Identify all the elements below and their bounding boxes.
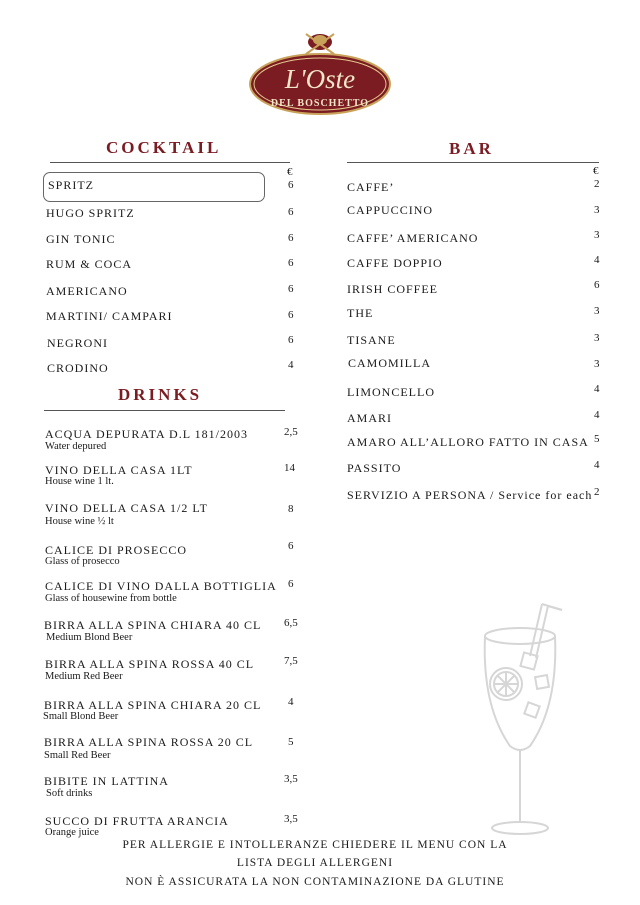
cocktail-price: 4 — [288, 359, 294, 371]
drink-price: 5 — [288, 736, 294, 748]
drink-price: 4 — [288, 696, 294, 708]
drink-item: BIRRA ALLA SPINA CHIARA 40 CL — [44, 618, 262, 632]
drink-item-english: Glass of prosecco — [45, 556, 120, 567]
drink-item: BIRRA ALLA SPINA ROSSA 20 CL — [44, 735, 254, 749]
drink-item-english: Water depured — [45, 441, 107, 452]
bar-item: CAFFE DOPPIO — [347, 256, 443, 270]
spritz-glass-illustration — [470, 596, 570, 846]
cocktail-item: MARTINI/ CAMPARI — [46, 309, 173, 323]
drink-item-english: Small Red Beer — [44, 750, 111, 761]
bar-price: 4 — [594, 409, 600, 421]
drink-price: 6,5 — [284, 617, 298, 629]
cocktail-item: AMERICANO — [46, 284, 128, 298]
cocktail-price: 6 — [288, 232, 294, 244]
drink-item-english: House wine 1 lt. — [45, 476, 114, 487]
cocktail-item: RUM & COCA — [46, 257, 133, 271]
bar-item: AMARI — [347, 411, 393, 425]
bar-price: 2 — [594, 486, 600, 498]
drink-price: 6 — [288, 540, 294, 552]
drink-item-english: House wine ½ lt — [45, 516, 114, 527]
bar-item: CAFFE’ — [347, 180, 395, 194]
bar-item: TISANE — [347, 333, 396, 347]
drink-item: BIBITE IN LATTINA — [44, 774, 169, 788]
cocktail-currency: € — [287, 166, 293, 178]
cocktail-price: 6 — [288, 179, 294, 191]
drink-item: ACQUA DEPURATA D.L 181/2003 — [45, 427, 248, 441]
bar-item: CAFFE’ AMERICANO — [347, 231, 479, 245]
cocktail-item: GIN TONIC — [46, 232, 116, 246]
drink-item-english: Soft drinks — [46, 788, 93, 799]
logo-subtitle: DEL BOSCHETTO — [270, 98, 370, 109]
drink-price: 8 — [288, 503, 294, 515]
bar-item: CAPPUCCINO — [347, 203, 434, 217]
drink-item: VINO DELLA CASA 1LT — [45, 463, 193, 477]
drink-item: CALICE DI VINO DALLA BOTTIGLIA — [45, 579, 277, 593]
cocktail-price: 6 — [288, 257, 294, 269]
drink-price: 14 — [284, 462, 295, 474]
bar-divider — [347, 162, 599, 163]
bar-price: 6 — [594, 279, 600, 291]
drink-price: 3,5 — [284, 813, 298, 825]
bar-price: 5 — [594, 433, 600, 445]
drink-price: 2,5 — [284, 426, 298, 438]
bar-price: 3 — [594, 229, 600, 241]
drinks-divider — [44, 410, 285, 411]
drink-item: SUCCO DI FRUTTA ARANCIA — [45, 814, 229, 828]
cocktail-item: NEGRONI — [47, 336, 108, 350]
drink-price: 7,5 — [284, 655, 298, 667]
restaurant-logo — [248, 28, 392, 118]
drink-item-english: Small Blond Beer — [43, 711, 119, 722]
cocktail-item: HUGO SPRITZ — [46, 206, 135, 220]
bar-item: THE — [347, 306, 374, 320]
cocktail-price: 6 — [288, 334, 294, 346]
bar-item: AMARO ALL’ALLORO FATTO IN CASA — [347, 435, 589, 449]
drink-item-english: Glass of housewine from bottle — [45, 593, 177, 604]
drink-item: CALICE DI PROSECCO — [45, 543, 188, 557]
drink-item-english: Medium Red Beer — [45, 671, 123, 682]
bar-price: 2 — [594, 178, 600, 190]
bar-item: SERVIZIO A PERSONA / Service for each — [347, 488, 593, 502]
drink-item-english: Medium Blond Beer — [46, 632, 133, 643]
cocktail-price: 6 — [288, 309, 294, 321]
drink-item: BIRRA ALLA SPINA CHIARA 20 CL — [44, 698, 262, 712]
bar-price: 3 — [594, 332, 600, 344]
cocktail-divider — [50, 162, 290, 163]
bar-price: 4 — [594, 383, 600, 395]
cocktail-item: CRODINO — [47, 361, 109, 375]
drinks-title: DRINKS — [118, 385, 203, 404]
cocktail-price: 6 — [288, 206, 294, 218]
drink-item-english: Orange juice — [45, 827, 99, 838]
drink-item: VINO DELLA CASA 1/2 LT — [45, 501, 208, 515]
bar-price: 3 — [594, 305, 600, 317]
bar-item: PASSITO — [347, 461, 402, 475]
bar-price: 4 — [594, 254, 600, 266]
bar-currency: € — [593, 165, 599, 177]
logo-name: L'Oste — [284, 64, 356, 94]
bar-price: 3 — [594, 204, 600, 216]
allergy-notice-line2: LISTA DEGLI ALLERGENI — [236, 857, 394, 869]
bar-price: 4 — [594, 459, 600, 471]
drink-price: 3,5 — [284, 773, 298, 785]
allergy-notice-line1: PER ALLERGIE E INTOLLERANZE CHIEDERE IL MENU CON LA — [122, 839, 508, 851]
cocktail-item: SPRITZ — [48, 178, 95, 192]
cocktail-title: COCKTAIL — [106, 138, 222, 157]
drink-item: BIRRA ALLA SPINA ROSSA 40 CL — [45, 657, 255, 671]
cocktail-price: 6 — [288, 283, 294, 295]
bar-title: BAR — [449, 139, 494, 158]
bar-item: LIMONCELLO — [347, 385, 435, 399]
drink-price: 6 — [288, 578, 294, 590]
bar-item: CAMOMILLA — [348, 356, 431, 370]
bar-item: IRISH COFFEE — [347, 282, 439, 296]
bar-price: 3 — [594, 358, 600, 370]
gluten-notice: NON È ASSICURATA LA NON CONTAMINAZIONE DA GLUTINE — [125, 876, 505, 888]
